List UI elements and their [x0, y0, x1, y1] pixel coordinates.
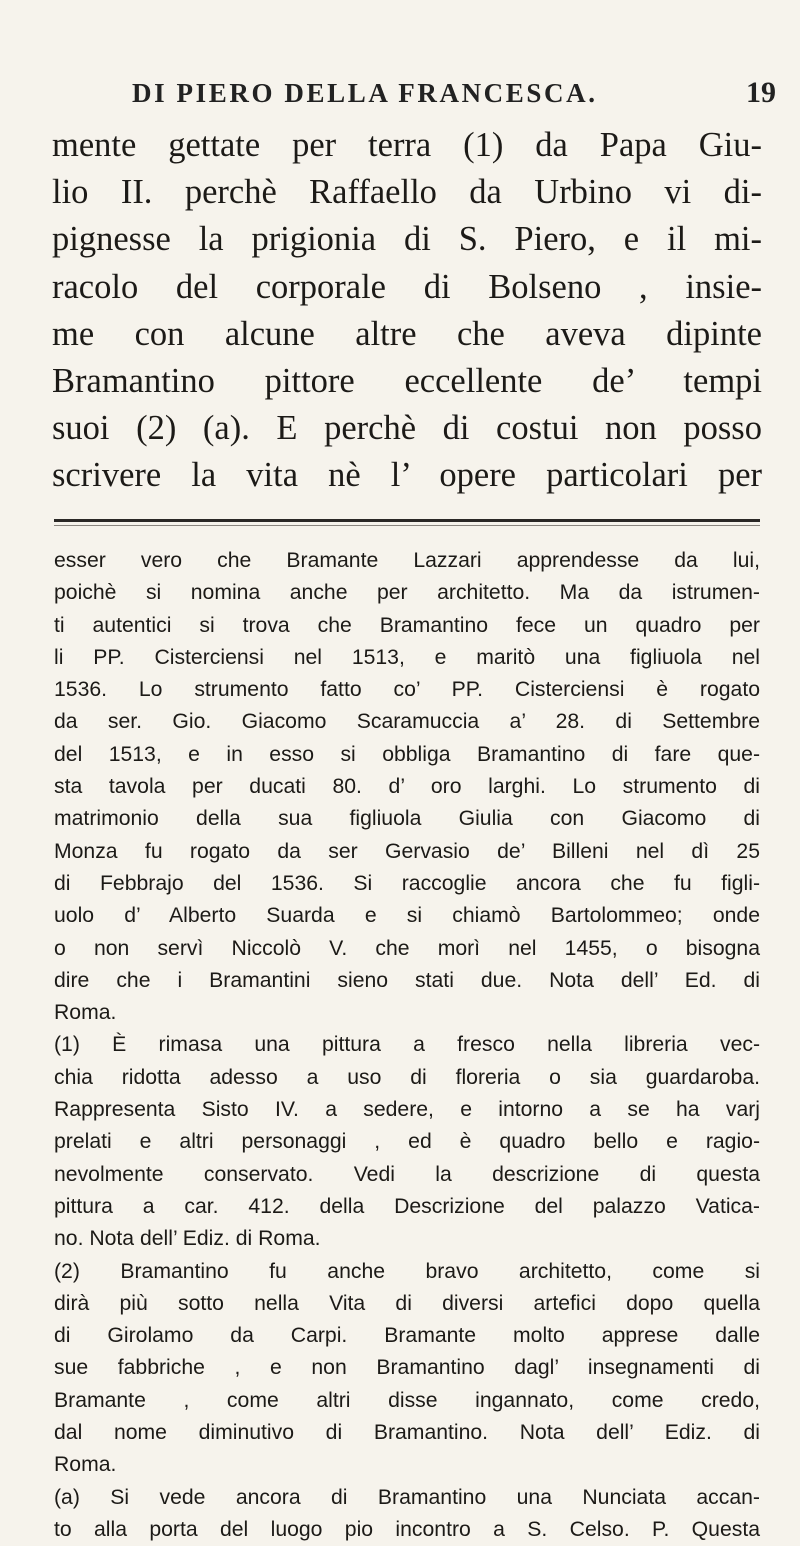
footnote-line: dal nome diminutivo di Bramantino. Nota dell’ Ediz. di	[54, 1421, 760, 1445]
footnote-line: uolo d’ Alberto Suarda e si chiamò Bartolommeo; onde	[54, 904, 760, 928]
text-line: me con alcune altre che aveva dipinte	[52, 314, 762, 353]
text-line: pignesse la prigionia di S. Piero, e il mi-	[52, 220, 762, 259]
text-line: suoi (2) (a). E perchè di costui non posso	[52, 409, 762, 448]
footnote-rule-thin	[54, 525, 760, 526]
text-line: lio II. perchè Raffaello da Urbino vi di-	[52, 173, 762, 212]
footnote-line: Roma.	[54, 1453, 117, 1477]
footnote-line: dire che i Bramantini sieno stati due. Nota dell’ Ed. di	[54, 968, 760, 992]
page-number: 19	[746, 76, 776, 109]
footnote-line: Roma.	[54, 1001, 117, 1025]
footnote-line: Monza fu rogato da ser Gervasio de’ Billeni nel dì 25	[54, 839, 760, 863]
text-line: racolo del corporale di Bolseno , insie-	[52, 267, 762, 306]
footnote-line: di Febbrajo del 1536. Si raccoglie ancora che fu figli-	[54, 871, 760, 895]
footnote-line: nevolmente conservato. Vedi la descrizione di questa	[54, 1162, 760, 1186]
footnote-line: di Girolamo da Carpi. Bramante molto apprese dalle	[54, 1324, 760, 1348]
footnote-line: no. Nota dell’ Ediz. di Roma.	[54, 1227, 321, 1251]
footnote-line: 1536. Lo strumento fatto co’ PP. Cisterciensi è rogato	[54, 678, 760, 702]
running-head	[0, 78, 800, 122]
footnote-line: pittura a car. 412. della Descrizione del palazzo Vatica-	[54, 1194, 760, 1218]
footnote-line: ti autentici si trova che Bramantino fece un quadro per	[54, 613, 760, 637]
footnote-line: esser vero che Bramante Lazzari apprendesse da lui,	[54, 549, 760, 572]
footnote-line: (2) Bramantino fu anche bravo architetto, come si	[54, 1259, 760, 1283]
footnote-line: Bramante , come altri disse ingannato, come credo,	[54, 1388, 760, 1412]
footnote-line: poichè si nomina anche per architetto. Ma da istrumen-	[54, 581, 760, 605]
footnote-line: matrimonio della sua figliuola Giulia con Giacomo di	[54, 807, 760, 831]
footnote-line: sta tavola per ducati 80. d’ oro larghi. Lo strumento di	[54, 775, 760, 799]
footnote-rule	[54, 519, 760, 522]
footnote-line: to alla porta del luogo pio incontro a S. Celso. P. Questa	[54, 1517, 760, 1541]
text-line: Bramantino pittore eccellente de’ tempi	[52, 361, 762, 400]
footnote-line: del 1513, e in esso si obbliga Bramantino di fare que-	[54, 742, 760, 766]
footnote-line: Rappresenta Sisto IV. a sedere, e intorno a se ha varj	[54, 1098, 760, 1122]
running-title: DI PIERO DELLA FRANCESCA.	[132, 78, 598, 108]
footnote-line: (a) Si vede ancora di Bramantino una Nunciata accan-	[54, 1485, 760, 1509]
footnote-line: dirà più sotto nella Vita di diversi artefici dopo quella	[54, 1291, 760, 1315]
footnote-line: chia ridotta adesso a uso di floreria o sia guardaroba.	[54, 1065, 760, 1089]
text-line: scrivere la vita nè l’ opere particolari per	[52, 456, 762, 495]
footnote-line: prelati e altri personaggi , ed è quadro bello e ragio-	[54, 1130, 760, 1154]
footnote-line: li PP. Cisterciensi nel 1513, e maritò una figliuola nel	[54, 645, 760, 669]
main-text	[52, 122, 762, 500]
text-line: mente gettate per terra (1) da Papa Giu-	[52, 126, 762, 164]
footnotes	[54, 545, 760, 1546]
footnote-line: sue fabbriche , e non Bramantino dagl’ insegnamenti di	[54, 1356, 760, 1380]
footnote-line: o non servì Niccolò V. che morì nel 1455, o bisogna	[54, 936, 760, 960]
footnote-line: da ser. Gio. Giacomo Scaramuccia a’ 28. di Settembre	[54, 710, 760, 734]
footnote-line: (1) È rimasa una pittura a fresco nella libreria vec-	[54, 1033, 760, 1057]
